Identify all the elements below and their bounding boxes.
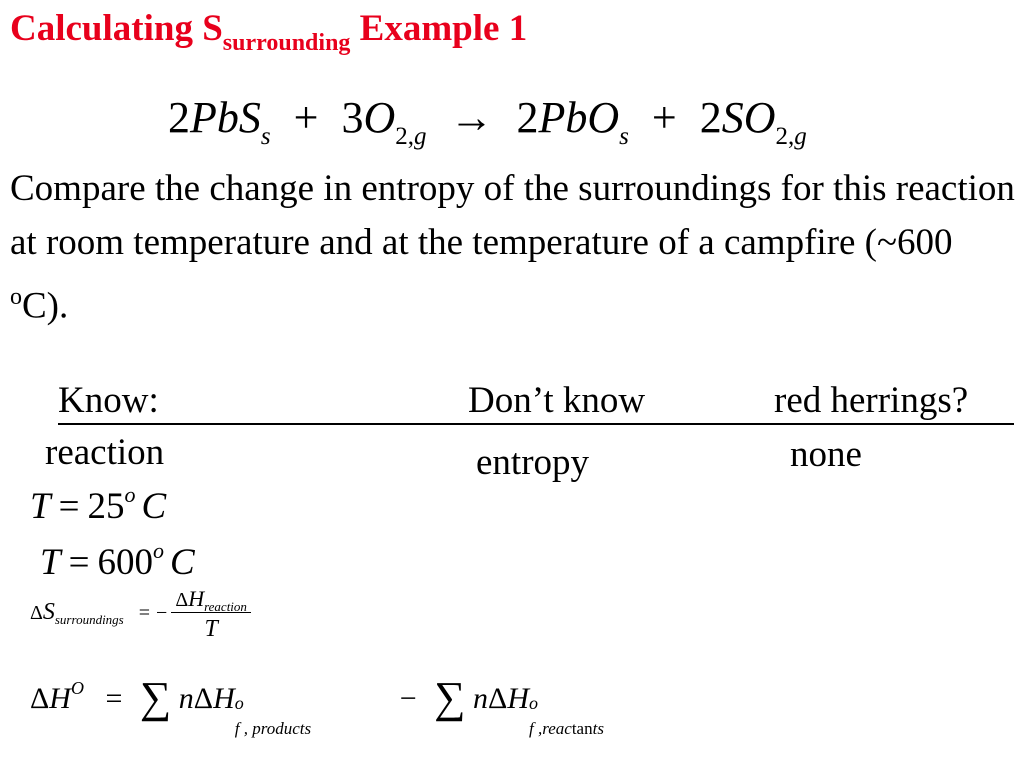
question-text-2: C).	[22, 285, 69, 327]
fraction-numerator	[171, 588, 251, 613]
plus-1: +	[293, 93, 319, 142]
h-products: H	[213, 682, 235, 715]
dont-know-item-entropy: entropy	[476, 442, 590, 483]
n-reactants: n	[473, 682, 489, 715]
title-suffix: Example 1	[350, 8, 528, 49]
state-pbo: s	[619, 123, 629, 150]
s-subscript: surroundings	[54, 612, 124, 628]
delta-products: Δ	[193, 682, 214, 715]
entropy-surroundings-formula	[30, 588, 251, 641]
plus-2: +	[651, 93, 677, 142]
sub-part-b: tan	[571, 719, 593, 738]
header-red-herrings: red herrings?	[774, 380, 969, 421]
num-delta: Δ	[175, 589, 189, 611]
state-o2-g: g	[413, 123, 427, 150]
h-reactants: H	[507, 682, 529, 715]
enthalpy-formula	[30, 672, 604, 738]
temp-var: T	[30, 486, 51, 527]
temp-value: 25	[87, 486, 125, 527]
temp-var: T	[40, 542, 61, 583]
sum-symbol-products: ∑	[139, 673, 172, 722]
h-reactants-superscript: o	[529, 693, 538, 713]
reaction-equation	[168, 93, 807, 150]
header-underline	[58, 423, 1014, 425]
temp-unit: C	[169, 542, 195, 583]
know-item-reaction: reaction	[45, 432, 165, 473]
n-products: n	[178, 682, 194, 715]
species-pbo: PbO	[538, 93, 620, 142]
coef-1: 2	[168, 93, 190, 142]
coef-4: 2	[699, 93, 722, 142]
h-var: H	[49, 682, 71, 715]
minus-sign: −	[156, 602, 168, 625]
title-subscript: surrounding	[222, 30, 351, 56]
delta-symbol: Δ	[30, 602, 43, 625]
temp-degree: o	[152, 538, 164, 563]
fraction	[171, 588, 251, 641]
temperature-room	[30, 482, 167, 527]
h-products-subscript: f , products	[234, 719, 312, 738]
title-main: Calculating S	[10, 8, 223, 49]
sum-symbol-reactants: ∑	[434, 673, 466, 722]
delta-reactants: Δ	[488, 682, 508, 715]
h-superscript: O	[70, 678, 84, 698]
h-reactants-subscript	[529, 720, 669, 737]
question-paragraph	[10, 162, 1020, 333]
state-pbs: s	[260, 123, 271, 150]
s-var: S	[42, 599, 55, 626]
red-herring-item-none: none	[790, 434, 862, 475]
num-subscript: reaction	[204, 599, 247, 614]
equals-sign: =	[105, 682, 123, 715]
species-o2: O	[363, 93, 396, 142]
temp-equals: =	[58, 486, 80, 527]
temperature-campfire	[40, 538, 195, 583]
header-dont-know: Don’t know	[468, 380, 646, 421]
state-so2: 2,	[775, 123, 795, 150]
question-text-1: Compare the change in entropy of the surroundings for this reaction at room temperature and at the temperature of a campfire (~600	[10, 168, 1015, 263]
coef-3: 2	[516, 93, 539, 142]
sub-part-c: ts	[592, 719, 604, 738]
species-pbs: PbS	[190, 93, 261, 142]
coef-2: 3	[341, 93, 364, 142]
header-know: Know:	[58, 380, 159, 421]
sub-part-a: f ,reac	[529, 719, 572, 738]
slide-title	[10, 8, 528, 56]
num-h: H	[188, 586, 205, 611]
state-so2-g: g	[794, 123, 807, 150]
species-so2: SO	[721, 93, 776, 142]
temp-degree: o	[124, 482, 136, 507]
fraction-denominator: T	[204, 616, 218, 642]
temp-unit: C	[141, 486, 167, 527]
state-o2: 2,	[395, 123, 414, 150]
reaction-arrow: →	[449, 93, 494, 142]
minus-sign: −	[399, 682, 417, 715]
degree-superscript: o	[10, 284, 22, 310]
equals-sign: =	[138, 602, 151, 625]
temp-value: 600	[97, 542, 153, 583]
temp-equals: =	[68, 542, 90, 583]
delta-symbol: Δ	[30, 682, 50, 715]
h-products-superscript: o	[234, 693, 244, 713]
